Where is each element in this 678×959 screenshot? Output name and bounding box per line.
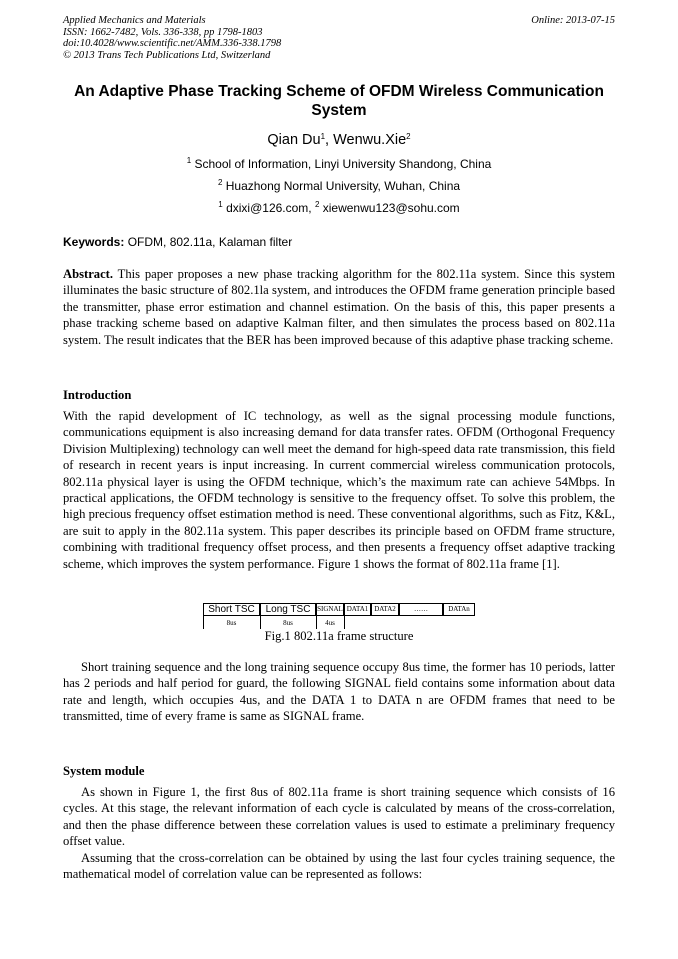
- frame-description: Short training sequence and the long training sequence occupy 8us time, the former has 10 periods, latter has 2 periods and half period for guard, the following SIGNAL field contains some information about data rate and length, which occupies 4us, and the DATA 1 to DATA n are OFDM frames that need to be transmitted, time of every frame is same as SIGNAL frame.: [63, 660, 615, 724]
- abstract: [63, 266, 615, 348]
- introduction-body: With the rapid development of IC technology, as well as the signal processing module functions, communications equipment is also increasing demand for data transfer rates. OFDM (Orthogonal Frequency Division Multiplexing) technology can well meet the demand for high-speed data rate transmission, this field of research in recent years is input increasing. In current commercial wireless communication protocols, 802.11a physical layer is using the OFDM technique, which’s the maximum rate can achieve 54Mbps. In practical applications, the OFDM technology is sensitive to the frequency offset. To solve this problem, the high precious frequency offset estimation method is need. These conventional algorithms, such as Fitz, K&L, are suit to apply in the 802.11a system. This paper describes its principle based on OFDM frame structure, combining with traditional frequency offset process, and then presents a frequency offset adaptive tracking scheme, which improves the system performance. Figure 1 shows the format of 802.11a frame [1].: [63, 409, 615, 571]
- duration-short-tsc: 8us: [226, 619, 237, 627]
- email-2: xiewenwu123@sohu.com: [319, 201, 460, 215]
- email-1: dxixi@126.com,: [222, 201, 315, 215]
- affiliation-1-text: School of Information, Linyi University Shandong, China: [191, 157, 492, 171]
- journal-header: [63, 15, 281, 61]
- keywords: [63, 235, 615, 250]
- abstract-text: This paper proposes a new phase tracking algorithm for the 802.11a system. Since this system illuminates the basic structure of 802.1la system, and introduces the OFDM frame generation principle based the transmitter, phase error estimation and channel estimation. On the basis of this, this paper presents a phase tracking scheme based on adaptive Kalman filter, and then simulates the process based on 802.11a system. The result indicates that the BER has been improved because of this adaptive phase tracking scheme.: [63, 267, 615, 347]
- system-module-para-2: Assuming that the cross-correlation can be obtained by using the last four cycles training sequence, the mathematical model of correlation value can be represented as follows:: [63, 851, 615, 882]
- field-long-tsc: Long TSC: [260, 603, 316, 616]
- author-1-marker: 1: [320, 132, 326, 141]
- email-1-marker: 1: [218, 200, 223, 209]
- title-line-1: An Adaptive Phase Tracking Scheme of OFDM Wireless Communication: [74, 83, 604, 100]
- email-line: [63, 201, 615, 216]
- issn-line: ISSN: 1662-7482, Vols. 336-338, pp 1798-1803: [63, 26, 263, 38]
- author-2-marker: 2: [406, 132, 411, 141]
- duration-divider: [344, 616, 345, 629]
- system-module-heading: System module: [63, 764, 145, 778]
- author-2: Wenwu.Xie: [333, 132, 407, 148]
- field-datan: DATAn: [443, 603, 475, 616]
- keywords-text: OFDM, 802.11a, Kalaman filter: [124, 235, 293, 249]
- introduction-heading: Introduction: [63, 388, 132, 402]
- author-1: Qian Du: [267, 132, 321, 148]
- system-module-para-1: As shown in Figure 1, the first 8us of 802.11a frame is short training sequence which consists of 16 cycles. At this stage, the relevant information of each cycle is calculated by means of the cross-correlation, and then the phase difference between these correlation values is used to estimate a preliminary frequency offset value.: [63, 785, 615, 849]
- field-signal: SIGNAL: [316, 603, 344, 616]
- affiliation-2-marker: 2: [217, 178, 223, 187]
- field-ellipsis: ……: [399, 603, 443, 616]
- paper-title: [63, 82, 615, 120]
- author-separator: ,: [325, 132, 334, 148]
- email-2-marker: 2: [314, 200, 320, 209]
- field-short-tsc: Short TSC: [203, 603, 260, 616]
- duration-signal: 4us: [325, 619, 335, 627]
- affiliation-2-text: Huazhong Normal University, Wuhan, China: [222, 179, 461, 193]
- author-list: [63, 131, 615, 149]
- keywords-label: Keywords:: [63, 235, 125, 249]
- journal-name: Applied Mechanics and Materials: [63, 15, 206, 26]
- figure-caption: Fig.1 802.11a frame structure: [264, 629, 414, 643]
- doi-line: doi:10.4028/www.scientific.net/AMM.336-338.1798: [63, 38, 282, 49]
- field-data2: DATA2: [371, 603, 399, 616]
- affiliation-1-marker: 1: [186, 156, 192, 165]
- duration-long-tsc: 8us: [283, 619, 293, 627]
- title-line-2: System: [311, 102, 367, 119]
- affiliation-1: [63, 157, 615, 172]
- affiliation-2: [63, 179, 615, 194]
- abstract-label: Abstract.: [63, 267, 114, 281]
- online-date: Online: 2013-07-15: [531, 15, 615, 26]
- field-data1: DATA1: [344, 603, 371, 616]
- copyright-line: © 2013 Trans Tech Publications Ltd, Switzerland: [63, 49, 271, 61]
